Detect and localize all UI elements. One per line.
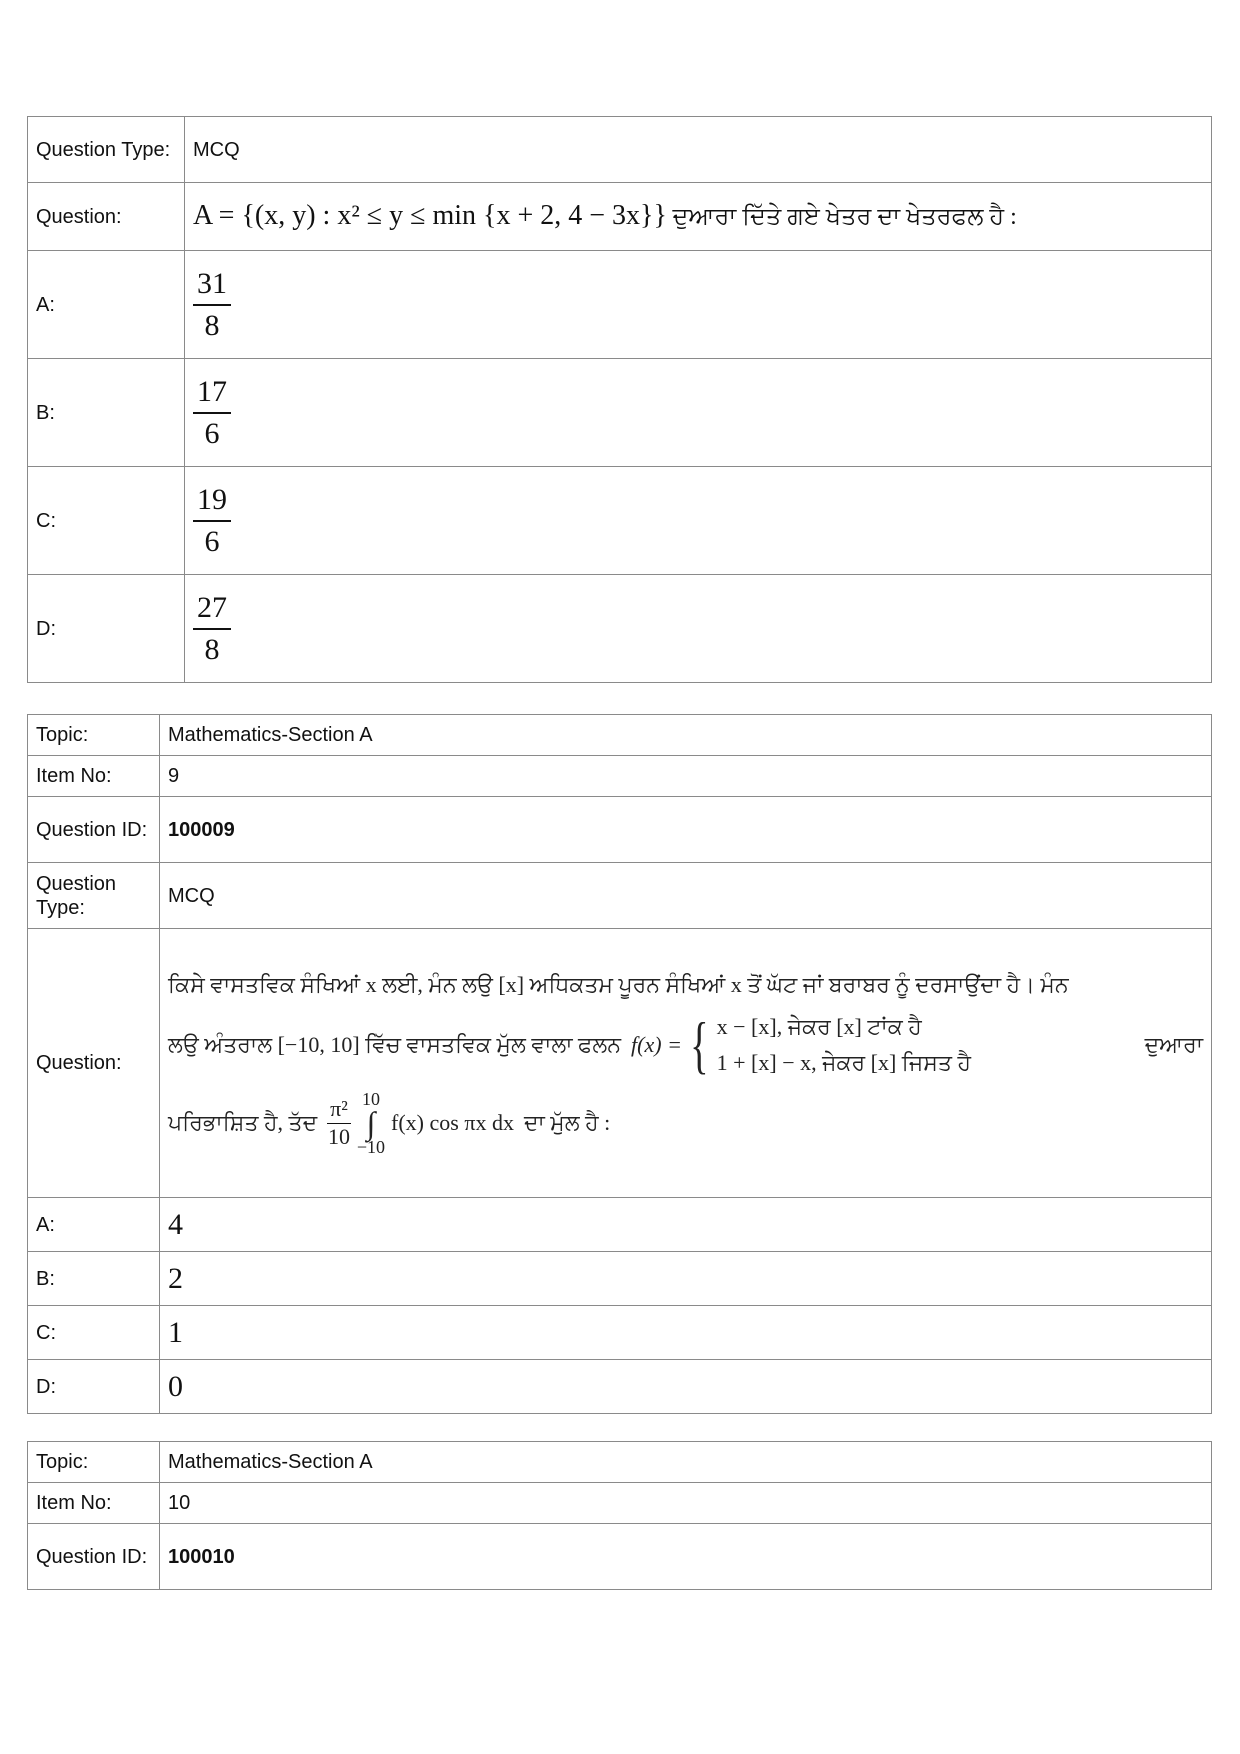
piecewise-function	[631, 1009, 971, 1081]
option-c-value: 1	[160, 1306, 1212, 1360]
question-type-value: MCQ	[185, 117, 1212, 183]
option-b	[185, 359, 1212, 467]
option-a	[185, 251, 1212, 359]
question-id-value: 100010	[160, 1524, 1212, 1590]
option-a-numerator: 31	[193, 266, 231, 306]
option-b-fraction	[193, 374, 231, 452]
option-d-label: D:	[28, 1360, 160, 1414]
option-d-label: D:	[28, 575, 185, 683]
integrand: f(x) cos πx dx	[391, 1110, 514, 1135]
option-c-numerator: 19	[193, 482, 231, 522]
option-a-denominator: 8	[204, 308, 220, 342]
topic-label: Topic:	[28, 715, 160, 756]
option-b-label: B:	[28, 359, 185, 467]
option-a-label: A:	[28, 1198, 160, 1252]
integral-upper-limit: 10	[361, 1089, 380, 1109]
option-c	[185, 467, 1212, 575]
item-no-value: 9	[160, 756, 1212, 797]
case-2: 1 + [x] − x, ਜੇਕਰ [x] ਜਿਸਤ ਹੈ	[716, 1050, 971, 1075]
question-type-label: Question Type:	[28, 117, 185, 183]
question-math: A = {(x, y) : x² ≤ y ≤ min {x + 2, 4 − 3x}}	[193, 199, 667, 231]
option-b-denominator: 6	[204, 416, 220, 450]
question-line-3	[168, 1089, 1203, 1157]
question-line-2-end: ਦੁਆਰਾ	[1144, 1032, 1203, 1057]
option-c-fraction	[193, 482, 231, 560]
question-8-table	[27, 116, 1212, 683]
integral-lower-limit: −10	[356, 1137, 386, 1157]
question-id-value: 100009	[160, 797, 1212, 863]
question-10-table	[27, 1441, 1212, 1590]
option-a-fraction	[193, 266, 231, 344]
topic-value: Mathematics-Section A	[160, 715, 1212, 756]
option-a-label: A:	[28, 251, 185, 359]
option-c-label: C:	[28, 1306, 160, 1360]
option-d-denominator: 8	[204, 632, 220, 666]
fraction-denominator: 10	[328, 1124, 351, 1149]
function-name: f(x) =	[631, 1032, 682, 1057]
integral	[357, 1089, 385, 1157]
fraction-numerator: π²	[327, 1096, 351, 1124]
question-punjabi-text: ਦੁਆਰਾ ਦਿੱਤੇ ਗਏ ਖੇਤਰ ਦਾ ਖੇਤਰਫਲ ਹੈ :	[672, 203, 1017, 230]
item-no-label: Item No:	[28, 1483, 160, 1524]
item-no-label: Item No:	[28, 756, 160, 797]
question-text	[160, 929, 1212, 1198]
question-line-3-text: ਪਰਿਭਾਸ਼ਿਤ ਹੈ, ਤੱਦ	[168, 1110, 318, 1135]
option-b-numerator: 17	[193, 374, 231, 414]
question-line-2	[168, 1009, 1203, 1081]
question-type-label: Question Type:	[28, 863, 160, 929]
option-d-fraction	[193, 590, 231, 668]
question-9-table	[27, 714, 1212, 1414]
pi-squared-fraction	[327, 1096, 351, 1150]
case-1: x − [x], ਜੇਕਰ [x] ਟਾਂਕ ਹੈ	[716, 1014, 922, 1039]
option-c-label: C:	[28, 467, 185, 575]
question-label: Question:	[28, 929, 160, 1198]
option-c-denominator: 6	[204, 524, 220, 558]
option-b-label: B:	[28, 1252, 160, 1306]
question-line-1: ਕਿਸੇ ਵਾਸਤਵਿਕ ਸੰਖਿਆਂ x ਲਈ, ਮੰਨ ਲਉ [x] ਅਧਿਕਤਮ ਪੂਰਨ ਸੰਖਿਆਂ x ਤੋਂ ਘੱਟ ਜਾਂ ਬਰਾਬਰ ਨੂੰ ਦਰਸਾਉਂਦਾ ਹੈ। ਮੰਨ	[168, 972, 1069, 997]
question-line-2-text: ਲਉ ਅੰਤਰਾਲ [−10, 10] ਵਿੱਚ ਵਾਸਤਵਿਕ ਮੁੱਲ ਵਾਲਾ ਫਲਨ	[168, 1032, 622, 1057]
option-b-value: 2	[160, 1252, 1212, 1306]
option-d-value: 0	[160, 1360, 1212, 1414]
question-label: Question:	[28, 183, 185, 251]
option-d	[185, 575, 1212, 683]
question-line-3-end: ਦਾ ਮੁੱਲ ਹੈ :	[523, 1110, 611, 1135]
question-id-label: Question ID:	[28, 1524, 160, 1590]
integral-icon: ∫	[366, 1105, 376, 1141]
option-a-value: 4	[160, 1198, 1212, 1252]
topic-label: Topic:	[28, 1442, 160, 1483]
question-type-value: MCQ	[160, 863, 1212, 929]
item-no-value: 10	[160, 1483, 1212, 1524]
option-d-numerator: 27	[193, 590, 231, 630]
question-text	[185, 183, 1212, 251]
brace-icon: {	[690, 1009, 709, 1080]
question-id-label: Question ID:	[28, 797, 160, 863]
function-cases	[717, 1009, 971, 1081]
topic-value: Mathematics-Section A	[160, 1442, 1212, 1483]
